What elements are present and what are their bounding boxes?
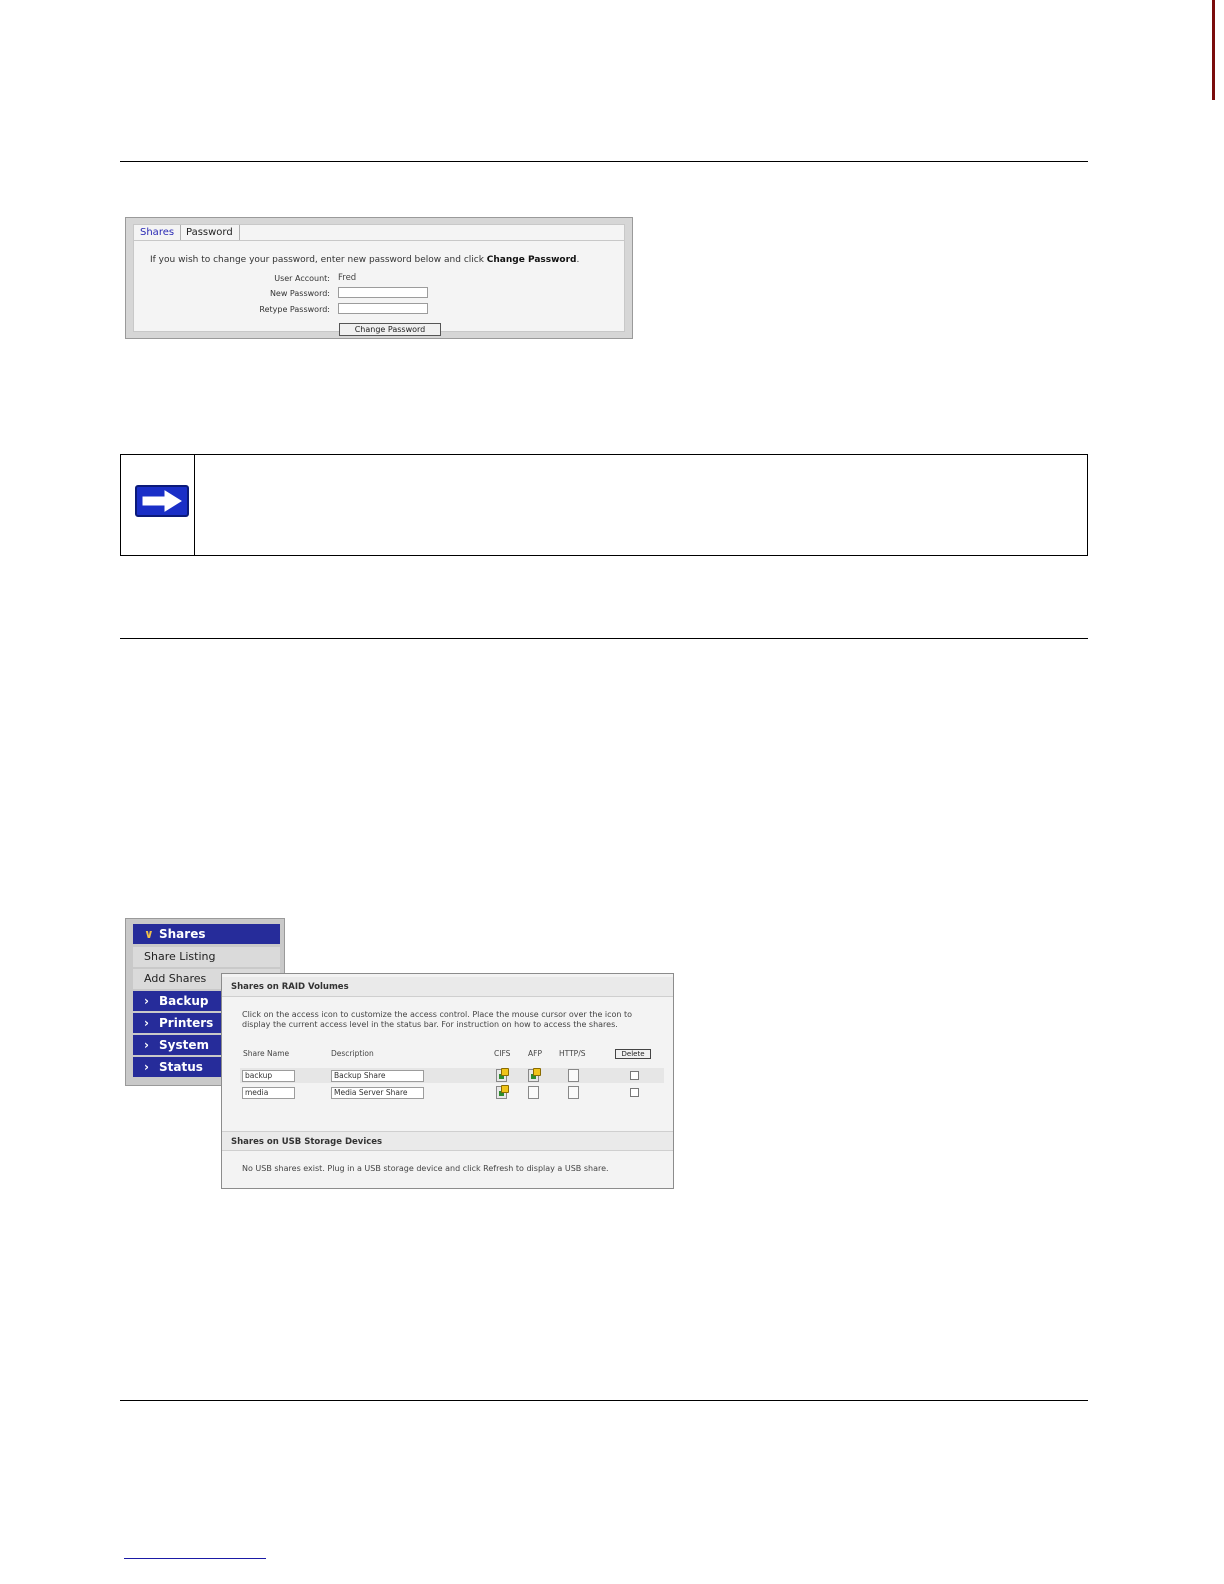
afp-access-icon[interactable] [528, 1069, 539, 1082]
share-name-field[interactable]: media [242, 1087, 295, 1099]
retype-password-label: Retype Password: [259, 305, 330, 314]
col-https: HTTP/S [559, 1049, 586, 1058]
col-share-name: Share Name [243, 1049, 290, 1058]
footer-link-underline[interactable] [124, 1558, 266, 1559]
new-password-field[interactable] [338, 287, 428, 298]
usb-shares-message: No USB shares exist. Plug in a USB storage device and click Refresh to display a USB share. [242, 1164, 609, 1173]
chevron-right-icon: › [144, 994, 149, 1008]
instruction-button-ref: Change Password [486, 255, 577, 265]
col-afp: AFP [528, 1049, 542, 1058]
cifs-access-icon[interactable] [496, 1086, 507, 1099]
tab-shares[interactable]: Shares [134, 225, 181, 240]
password-dialog [125, 217, 633, 339]
col-description: Description [331, 1049, 374, 1058]
user-account-label: User Account: [274, 274, 330, 283]
footer-rule [120, 1400, 1088, 1401]
https-access-icon[interactable] [568, 1086, 579, 1099]
right-arrow-icon [135, 485, 189, 517]
col-cifs: CIFS [494, 1049, 511, 1058]
https-access-icon[interactable] [568, 1069, 579, 1082]
cifs-access-icon[interactable] [496, 1069, 507, 1082]
chevron-right-icon: › [144, 1038, 149, 1052]
menu-item-label: Printers [159, 1016, 214, 1030]
chevron-down-icon: ∨ [144, 927, 154, 941]
raid-shares-heading: Shares on RAID Volumes [222, 977, 673, 997]
menu-subitem-share-listing[interactable]: Share Listing [133, 947, 280, 967]
menu-subitem-add-shares[interactable]: Add Shares [133, 969, 280, 989]
tab-divider [134, 240, 624, 241]
user-account-value: Fred [338, 273, 357, 283]
retype-password-field[interactable] [338, 303, 428, 314]
menu-item-shares[interactable] [133, 924, 280, 944]
menu-item-label: Shares [159, 927, 206, 941]
menu-item-label: Backup [159, 994, 209, 1008]
menu-item-label: Status [159, 1060, 203, 1074]
tab-password[interactable]: Password [180, 225, 240, 240]
note-divider [194, 455, 195, 555]
section-rule [120, 638, 1088, 639]
password-instructions: If you wish to change your password, enter new password below and click Change Password. [150, 255, 580, 265]
page-corner-mark [1212, 0, 1215, 100]
shares-instructions: Click on the access icon to customize the access control. Place the mouse cursor over the icon to display the current access level in the status bar. For instruction on how to access the shares. [242, 1010, 633, 1029]
note-box [120, 454, 1088, 556]
delete-checkbox[interactable] [630, 1071, 639, 1080]
chevron-right-icon: › [144, 1060, 149, 1074]
afp-access-icon[interactable] [528, 1086, 539, 1099]
chevron-right-icon: › [144, 1016, 149, 1030]
delete-checkbox[interactable] [630, 1088, 639, 1097]
menu-item-label: System [159, 1038, 209, 1052]
table-row [240, 1085, 664, 1100]
share-description-field[interactable]: Media Server Share [331, 1087, 424, 1099]
shares-panel [221, 973, 674, 1189]
table-row [240, 1068, 664, 1083]
header-rule [120, 161, 1088, 162]
share-name-field[interactable]: backup [242, 1070, 295, 1082]
change-password-button[interactable]: Change Password [339, 323, 441, 336]
right-arrow-glyph [137, 487, 187, 515]
new-password-label: New Password: [269, 289, 330, 298]
password-dialog-body [133, 224, 625, 332]
delete-button[interactable]: Delete [615, 1049, 651, 1059]
share-description-field[interactable]: Backup Share [331, 1070, 424, 1082]
usb-shares-heading: Shares on USB Storage Devices [222, 1131, 673, 1151]
